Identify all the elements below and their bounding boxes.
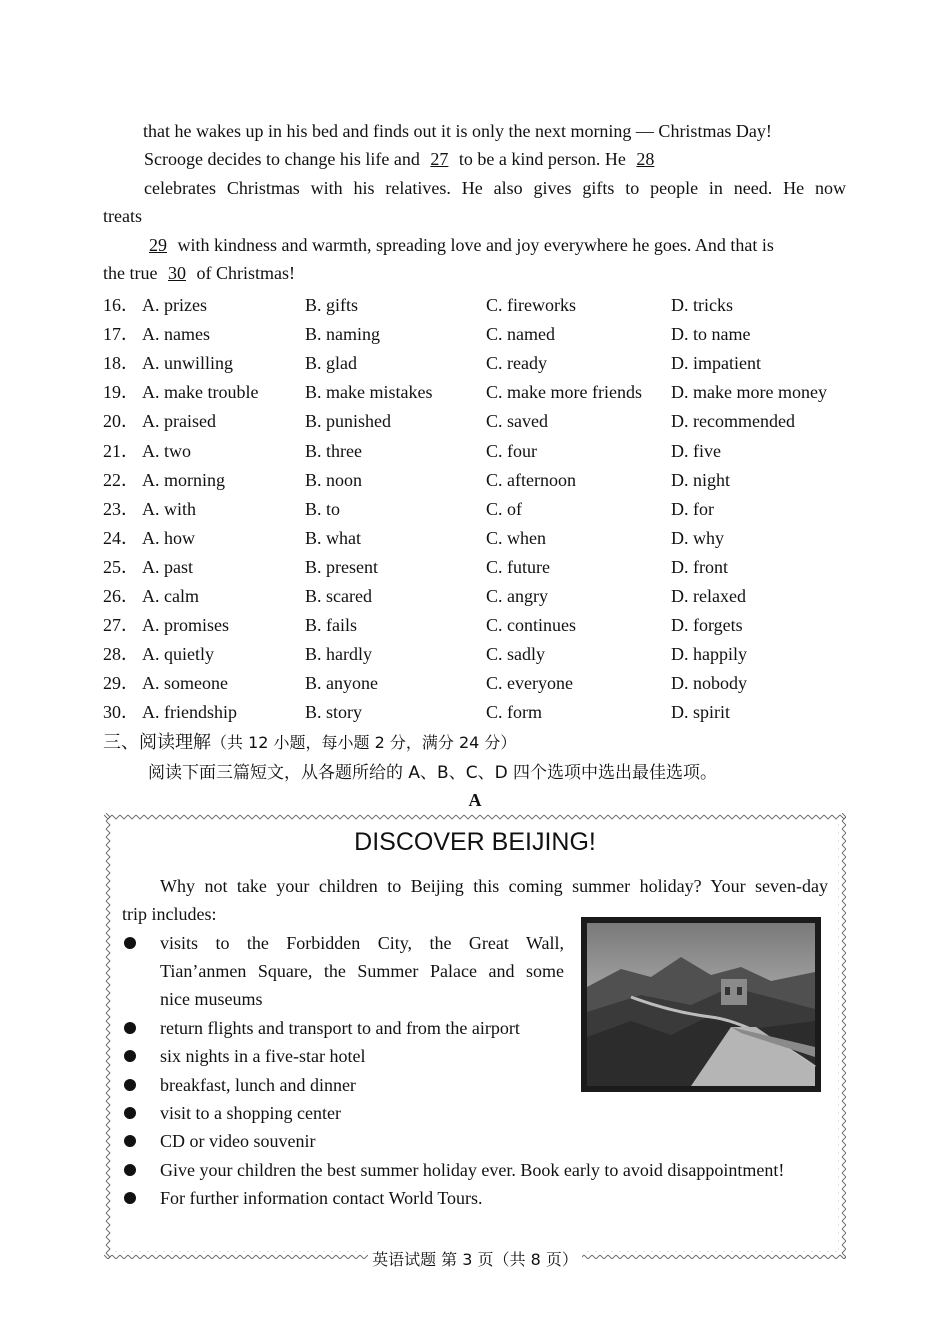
passage-text: to be a kind person. He [458, 149, 626, 169]
option-c: C. named [486, 324, 555, 345]
question-row [103, 669, 853, 698]
option-b: B. glad [305, 353, 357, 374]
option-b: B. three [305, 440, 362, 461]
ad-title: DISCOVER BEIJING! [354, 828, 596, 856]
blank-29: 29 [149, 235, 167, 255]
passage-line-4: treats [103, 206, 142, 226]
option-b: B. punished [305, 411, 392, 432]
option-b: B. hardly [305, 644, 372, 665]
option-b: B. to [305, 498, 341, 519]
question-number: 21． [103, 440, 139, 461]
option-a: A. names [142, 324, 210, 345]
option-c: C. future [486, 556, 550, 577]
question-row [103, 320, 853, 349]
ad-item-4: breakfast, lunch and dinner [160, 1075, 356, 1095]
passage-line-6 [103, 261, 295, 285]
bullet-icon [124, 1164, 136, 1176]
ad-intro-line-2: trip includes: [122, 904, 217, 924]
bullet-icon [124, 1107, 136, 1119]
bullet-icon [124, 1079, 136, 1091]
option-c: C. afternoon [486, 469, 576, 490]
option-d: D. spirit [671, 702, 731, 723]
question-number: 27． [103, 615, 139, 636]
blank-30: 30 [167, 263, 186, 283]
option-b: B. fails [305, 615, 357, 636]
option-c: C. form [486, 702, 542, 723]
question-row [103, 524, 853, 553]
question-row [103, 349, 853, 378]
option-d: D. why [671, 527, 724, 548]
option-a: A. calm [142, 586, 199, 606]
option-b: B. present [305, 556, 378, 577]
option-a: A. praised [142, 411, 216, 432]
option-d: D. for [671, 498, 714, 519]
ad-item-1-line-1: visits to the Forbidden City, the Great Wall, [160, 933, 564, 953]
section-heading [103, 728, 516, 754]
option-c: C. saved [486, 411, 548, 432]
option-d: D. five [671, 440, 721, 461]
question-number: 20． [103, 411, 139, 432]
question-number: 17． [103, 324, 139, 345]
blank-27: 27 [430, 149, 449, 169]
question-number: 24． [103, 527, 139, 548]
question-row [103, 495, 853, 524]
passage-text: of Christmas! [196, 263, 295, 283]
ad-item-5: visit to a shopping center [160, 1103, 341, 1123]
passage-text: the true [103, 263, 158, 283]
option-a: A. quietly [142, 644, 214, 665]
ad-intro-line-1: Why not take your children to Beijing this coming summer holiday? Your seven-day [160, 876, 828, 896]
option-d: D. tricks [671, 295, 733, 315]
option-a: A. prizes [142, 295, 207, 315]
option-a: A. friendship [142, 702, 237, 723]
option-b: B. story [305, 702, 363, 723]
question-row [103, 611, 853, 640]
option-d: D. forgets [671, 615, 743, 636]
bullet-icon [124, 1022, 136, 1034]
ad-item-1-line-2: Tian’anmen Square, the Summer Palace and some [160, 961, 564, 981]
question-row [103, 698, 853, 727]
option-a: A. someone [142, 673, 228, 694]
option-a: A. two [142, 440, 191, 461]
section-title: 三、阅读理解 [103, 732, 211, 753]
question-row [103, 407, 853, 436]
ad-item-3: six nights in a five-star hotel [160, 1046, 366, 1066]
question-number: 26． [103, 586, 139, 606]
option-b: B. make mistakes [305, 382, 433, 403]
question-number: 30． [103, 702, 139, 723]
passage-line-1: that he wakes up in his bed and finds out it is only the next morning — Christmas Day! [143, 121, 772, 141]
option-c: C. continues [486, 615, 576, 636]
question-number: 16． [103, 295, 139, 315]
option-a: A. with [142, 498, 196, 519]
option-a: A. morning [142, 469, 225, 490]
section-instruction: 阅读下面三篇短文，从各题所给的 A、B、C、D 四个选项中选出最佳选项。 [148, 763, 718, 783]
option-c: C. everyone [486, 673, 573, 694]
ad-item-8: For further information contact World Tours. [160, 1188, 483, 1208]
passage-text: Scrooge decides to change his life and [144, 149, 420, 169]
passage-label: A [468, 790, 482, 810]
option-d: D. nobody [671, 673, 747, 694]
question-number: 29． [103, 673, 139, 694]
option-b: B. gifts [305, 295, 359, 315]
option-b: B. naming [305, 324, 380, 345]
ad-item-6: CD or video souvenir [160, 1131, 316, 1151]
bullet-icon [124, 1192, 136, 1204]
option-b: B. noon [305, 469, 363, 490]
question-row [103, 291, 853, 320]
great-wall-photo [581, 917, 821, 1092]
ad-item-1-line-3: nice museums [160, 989, 263, 1009]
option-c: C. make more friends [486, 382, 642, 403]
passage-text: with kindness and warmth, spreading love and joy everywhere he goes. And that is [177, 235, 774, 255]
question-number: 18． [103, 353, 139, 374]
option-d: D. to name [671, 324, 751, 345]
option-c: C. ready [486, 353, 547, 374]
question-number: 19． [103, 382, 139, 403]
option-c: C. sadly [486, 644, 546, 665]
question-row [103, 378, 853, 407]
question-row [103, 437, 853, 466]
option-d: D. make more money [671, 382, 827, 403]
question-number: 23． [103, 498, 139, 519]
page-number: 英语试题 第 3 页（共 8 页） [368, 1250, 582, 1269]
question-row [103, 466, 853, 495]
option-b: B. anyone [305, 673, 378, 694]
bullet-icon [124, 1050, 136, 1062]
option-b: B. scared [305, 586, 372, 606]
option-c: C. of [486, 498, 522, 519]
option-d: D. impatient [671, 353, 761, 374]
question-number: 25． [103, 556, 139, 577]
question-row [103, 553, 853, 582]
bullet-icon [124, 937, 136, 949]
passage-line-3: celebrates Christmas with his relatives. He also gives gifts to people in need. He now [144, 178, 846, 198]
option-d: D. recommended [671, 411, 795, 432]
option-a: A. unwilling [142, 353, 234, 374]
question-row [103, 582, 853, 611]
option-a: A. promises [142, 615, 229, 636]
bullet-icon [124, 1135, 136, 1147]
question-number: 22． [103, 469, 139, 490]
option-a: A. past [142, 556, 193, 577]
ad-item-7: Give your children the best summer holiday ever. Book early to avoid disappointment! [160, 1160, 785, 1180]
ad-item-2: return flights and transport to and from the airport [160, 1018, 520, 1038]
option-c: C. four [486, 440, 537, 461]
option-b: B. what [305, 527, 361, 548]
option-a: A. how [142, 527, 195, 548]
option-d: D. night [671, 469, 731, 490]
page-footer [0, 1247, 950, 1270]
option-d: D. relaxed [671, 586, 746, 606]
question-row [103, 640, 853, 669]
passage-line-2 [144, 147, 660, 171]
option-c: C. fireworks [486, 295, 576, 315]
option-c: C. when [486, 527, 546, 548]
option-d: D. front [671, 556, 728, 577]
question-number: 28． [103, 644, 139, 665]
section-subtitle: （共 12 小题，每小题 2 分，满分 24 分） [211, 733, 517, 752]
option-a: A. make trouble [142, 382, 259, 403]
passage-line-5 [143, 233, 846, 257]
blank-28: 28 [636, 149, 655, 169]
option-d: D. happily [671, 644, 747, 665]
option-c: C. angry [486, 586, 548, 606]
